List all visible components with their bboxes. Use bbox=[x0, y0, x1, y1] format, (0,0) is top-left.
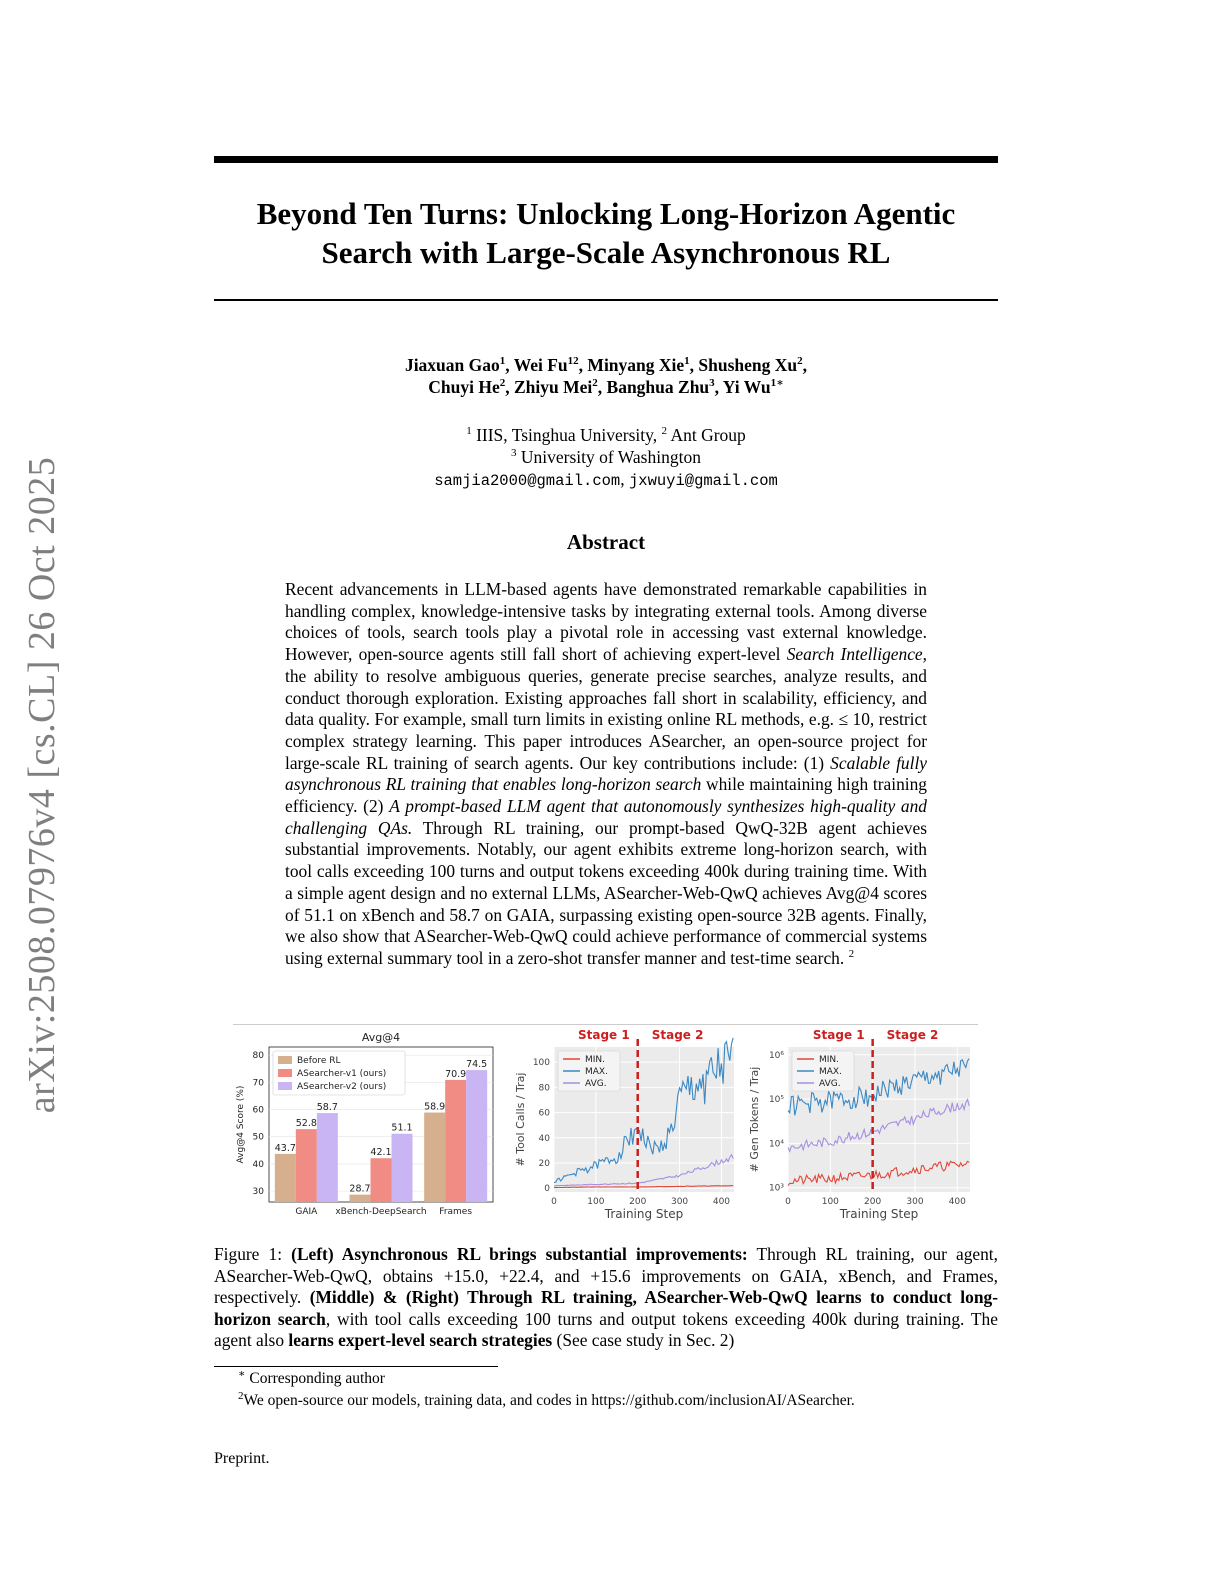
paper-title bbox=[214, 194, 998, 272]
affil-mark: 3 bbox=[511, 447, 517, 460]
x-tick-label: 200 bbox=[864, 1197, 882, 1207]
line-chart-tool-calls bbox=[508, 1025, 741, 1223]
y-tick-label: 80 bbox=[252, 1051, 264, 1062]
caption-label: Figure 1: bbox=[214, 1244, 292, 1264]
author-line-2: Chuyi He$^2$, Zhiyu Mei$^2$, Banghua Zhu$^3$, Yi $Wu^{1∗}$ bbox=[428, 377, 784, 397]
legend-swatch bbox=[278, 1082, 292, 1090]
author-affil: 3 bbox=[709, 377, 715, 390]
y-tick-label: 10⁵ bbox=[768, 1095, 784, 1106]
footnote-mark: 2 bbox=[238, 1389, 244, 1402]
caption-text: (See case study in Sec. 2) bbox=[552, 1330, 735, 1350]
caption-bold: (Left) Asynchronous RL brings substantial improvements: bbox=[291, 1244, 748, 1264]
y-tick-label: 100 bbox=[532, 1058, 550, 1069]
author-name: Minyang Xie bbox=[587, 355, 685, 375]
abstract-text: Recent advancements in LLM-based agents have demonstrated remarkable capabilities in handling complex, knowledge-intensive tasks by integrating external tools. Among diverse choices of tools, search tools play a pivotal role in accessing vast external knowledge. However, open-source agents still fall short of achieving expert-level bbox=[285, 579, 927, 665]
preprint-label: Preprint. bbox=[214, 1450, 270, 1467]
y-axis-label: # Gen Tokens / Traj bbox=[748, 1066, 761, 1173]
author-affil: 12 bbox=[567, 355, 579, 368]
abstract-heading: Abstract bbox=[566, 530, 646, 554]
author-affil: 2 bbox=[499, 377, 506, 390]
y-tick-label: 60 bbox=[252, 1105, 264, 1116]
caption-text: , with tool calls exceeding 100 turns and output tokens exceeding 400k during training. The agent also bbox=[214, 1308, 998, 1350]
y-tick-label: 10⁶ bbox=[768, 1050, 784, 1061]
email-link[interactable]: jxwuyi@gmail.com bbox=[628, 472, 778, 490]
footnote-1 bbox=[238, 1367, 385, 1388]
bar bbox=[317, 1113, 338, 1202]
author-affil: 1 bbox=[499, 355, 506, 368]
legend-swatch bbox=[278, 1056, 292, 1064]
abstract-body bbox=[285, 579, 927, 970]
author-name: Chuyi He bbox=[428, 377, 500, 397]
legend-swatch bbox=[278, 1069, 292, 1077]
legend-label: AVG. bbox=[585, 1079, 607, 1089]
y-tick-label: 0 bbox=[544, 1184, 550, 1195]
abstract-text: , the ability to resolve ambiguous queries, generate precise searches, analyze results, and conduct thorough exploration. Existing approaches fall short in scalability, efficiency, and data quality. For example, small turn limits in existing online RL methods, e.g. ≤ 10, restrict complex strategy learning. This paper introduces ASearcher, an open-source project for large-scale RL training of search agents. Our key contributions include: (1) bbox=[285, 644, 927, 773]
x-tick-label: 0 bbox=[785, 1197, 791, 1207]
caption-text: Through RL training, our agent, ASearcher-Web-QwQ, obtains +15.0, +22.4, and +15.6 improvements on GAIA, xBench, and Frames, respectively. bbox=[214, 1244, 998, 1307]
affiliation-tsinghua: IIIS, Tsinghua University, bbox=[476, 425, 658, 445]
abstract-emphasis: Search Intelligence bbox=[786, 644, 923, 665]
y-axis-label: Avg@4 Score (%) bbox=[236, 1085, 246, 1164]
abstract-emphasis: A prompt-based LLM agent that autonomously synthesizes high-quality and challenging QAs. bbox=[285, 796, 928, 838]
title-line-2: Search with Large-Scale Asynchronous RL bbox=[321, 235, 891, 270]
legend-label: MIN. bbox=[819, 1055, 840, 1065]
x-tick-label: 400 bbox=[712, 1197, 731, 1207]
legend-label: ASearcher-v1 (ours) bbox=[297, 1069, 387, 1079]
abstract-text: Through RL training, our prompt-based QwQ-32B agent achieves substantial improvements. Notably, our agent exhibits extreme long-horizon search, with tool calls exceeding 100 turns and output tokens exceeding 400k during training time. With a simple agent design and no external LLMs, ASearcher-Web-QwQ achieves Avg@4 scores of 51.1 on xBench and 58.7 on GAIA, surpassing existing open-source 32B agents. Finally, we also show that ASearcher-Web-QwQ could achieve performance of commercial systems using external summary tool in a zero-shot transfer manner and test-time search. bbox=[285, 817, 927, 968]
y-axis-label: # Tool Calls / Traj bbox=[514, 1072, 527, 1167]
x-tick-label: 100 bbox=[587, 1197, 605, 1207]
bar-value-label: 74.5 bbox=[466, 1059, 488, 1071]
author-line-1: Jiaxuan Gao$^1$, Wei Fu$^{12}$, Minyang Xie$^1$, Shusheng Xu$^2$, bbox=[404, 355, 808, 375]
y-tick-label: 60 bbox=[538, 1108, 550, 1119]
line-chart-gen-tokens bbox=[742, 1025, 978, 1223]
footnote-rule bbox=[214, 1366, 498, 1367]
stage-label: Stage 2 bbox=[651, 1028, 704, 1042]
legend-label: Before RL bbox=[297, 1056, 341, 1066]
y-tick-label: 40 bbox=[538, 1133, 550, 1144]
bar-value-label: 70.9 bbox=[445, 1068, 467, 1080]
y-tick-label: 30 bbox=[252, 1187, 264, 1198]
x-tick-label: 400 bbox=[948, 1197, 966, 1207]
bar-chart-avg4 bbox=[233, 1025, 511, 1223]
arxiv-stamp: arXiv:2508.07976v4 [cs.CL] 26 Oct 2025 bbox=[21, 456, 63, 1114]
stage-label: Stage 1 bbox=[812, 1028, 865, 1042]
affiliation-uw: University of Washington bbox=[520, 447, 701, 467]
abstract-text: while maintaining high training efficiency. (2) bbox=[285, 774, 927, 817]
figure-caption bbox=[214, 1244, 998, 1352]
author-name: Zhiyu Mei bbox=[514, 377, 593, 397]
legend-label: AVG. bbox=[819, 1079, 841, 1089]
author-affil: 1∗ bbox=[770, 377, 784, 390]
bar bbox=[445, 1080, 466, 1202]
x-tick-label: 300 bbox=[670, 1197, 689, 1207]
author-affil: 2 bbox=[592, 377, 598, 390]
affiliation-line-2 bbox=[214, 446, 998, 468]
legend-label: ASearcher-v2 (ours) bbox=[297, 1082, 387, 1092]
legend-label: MAX. bbox=[585, 1067, 608, 1077]
bar bbox=[392, 1134, 413, 1202]
chart-title: Avg@4 bbox=[361, 1031, 401, 1044]
title-line-1: Beyond Ten Turns: Unlocking Long-Horizon Agentic bbox=[256, 196, 956, 231]
x-axis-label: Training Step bbox=[839, 1207, 919, 1221]
affiliation-line-1 bbox=[214, 424, 998, 446]
bar bbox=[296, 1129, 317, 1202]
footnote-text: Corresponding author bbox=[249, 1370, 385, 1387]
author-name: Jiaxuan Gao bbox=[404, 355, 500, 375]
caption-bold: (Middle) & (Right) Through RL training, ASearcher-Web-QwQ learns to conduct long-horizon search bbox=[214, 1287, 998, 1329]
bar-value-label: 51.1 bbox=[391, 1122, 413, 1134]
x-tick-label: 300 bbox=[906, 1197, 924, 1207]
x-tick-label: 0 bbox=[551, 1197, 557, 1207]
title-rule-top bbox=[214, 156, 998, 163]
y-tick-label: 20 bbox=[538, 1159, 550, 1169]
bar bbox=[371, 1158, 392, 1202]
affil-mark: 1 bbox=[466, 425, 472, 438]
author-name: Yi Wu bbox=[722, 377, 771, 397]
author-list bbox=[214, 354, 998, 398]
email-link[interactable]: samjia2000@gmail.com bbox=[434, 472, 621, 490]
x-axis-label: Training Step bbox=[604, 1207, 684, 1221]
email-line bbox=[214, 468, 998, 492]
x-tick-label: Frames bbox=[439, 1207, 473, 1217]
x-tick-label: xBench-DeepSearch bbox=[335, 1207, 427, 1217]
x-tick-label: GAIA bbox=[295, 1207, 318, 1217]
bar-value-label: 28.7 bbox=[349, 1183, 371, 1195]
bar-value-label: 43.7 bbox=[274, 1142, 296, 1154]
x-tick-label: 200 bbox=[629, 1197, 647, 1207]
bar-value-label: 58.9 bbox=[424, 1101, 446, 1113]
bar-value-label: 52.8 bbox=[295, 1118, 317, 1130]
bar-value-label: 42.1 bbox=[370, 1147, 392, 1159]
stage-label: Stage 2 bbox=[886, 1028, 939, 1042]
bar bbox=[424, 1113, 445, 1202]
footnote-2 bbox=[238, 1389, 855, 1410]
author-name: Shusheng Xu bbox=[698, 355, 798, 375]
affiliation-ant: Ant Group bbox=[670, 425, 746, 445]
y-tick-label: 40 bbox=[252, 1159, 264, 1170]
caption-bold: learns expert-level search strategies bbox=[288, 1330, 553, 1350]
title-rule-bottom bbox=[214, 299, 998, 301]
x-tick-label: 100 bbox=[821, 1197, 839, 1207]
email-separator: , bbox=[620, 469, 625, 489]
legend-label: MAX. bbox=[819, 1067, 842, 1077]
author-name: Wei Fu bbox=[513, 355, 568, 375]
stage-label: Stage 1 bbox=[577, 1028, 630, 1042]
y-tick-label: 80 bbox=[538, 1083, 550, 1094]
author-name: Banghua Zhu bbox=[606, 377, 710, 397]
footnote-ref[interactable]: 2 bbox=[848, 948, 855, 961]
affil-mark: 2 bbox=[661, 425, 668, 438]
footnote-text[interactable]: We open-source our models, training data, and codes in https://github.com/inclusionAI/ASearcher. bbox=[243, 1392, 855, 1409]
bar bbox=[466, 1070, 487, 1202]
bar-value-label: 58.7 bbox=[316, 1102, 338, 1114]
y-tick-label: 10³ bbox=[768, 1183, 784, 1194]
legend-label: MIN. bbox=[585, 1055, 606, 1065]
author-affil: 1 bbox=[684, 355, 690, 368]
y-tick-label: 70 bbox=[252, 1078, 264, 1089]
abstract-emphasis: Scalable fully asynchronous RL training that enables long-horizon search bbox=[285, 752, 928, 795]
author-affil: 2 bbox=[797, 355, 803, 368]
footnote-mark: ∗ bbox=[238, 1367, 246, 1380]
bar bbox=[350, 1195, 371, 1202]
affiliations bbox=[214, 424, 998, 492]
bar bbox=[275, 1154, 296, 1202]
y-tick-label: 10⁴ bbox=[768, 1139, 784, 1150]
y-tick-label: 50 bbox=[252, 1132, 264, 1143]
